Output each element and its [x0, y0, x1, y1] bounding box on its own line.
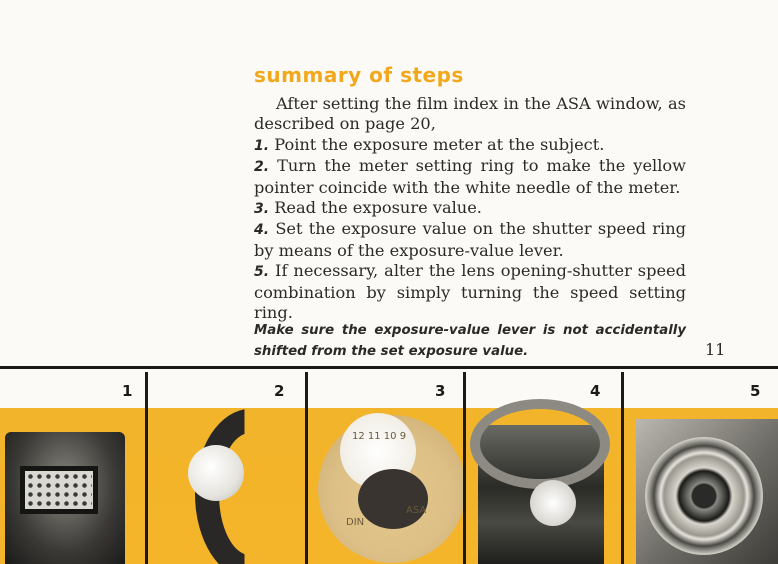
- intro-paragraph: After setting the film index in the ASA window, as described on page 20,: [254, 94, 686, 134]
- dial-asa-label: ASA: [406, 505, 427, 516]
- step-number: 2.: [254, 159, 270, 176]
- step-text: Set the exposure value on the shutter speed ring by means of the exposure-value lever.: [254, 219, 686, 260]
- step-2: [254, 156, 686, 198]
- dial-scale-label: 12 11 10 9: [352, 431, 407, 442]
- step-5: [254, 261, 686, 323]
- step-text: Point the exposure meter at the subject.: [274, 134, 605, 154]
- panel-number: 5: [750, 382, 761, 400]
- step-number: 3.: [254, 201, 270, 218]
- step-number: 1.: [254, 137, 270, 154]
- panel-number: 1: [122, 382, 133, 400]
- camera-lens-image: [645, 437, 763, 555]
- photo-5-camera-lens: [0, 369, 778, 564]
- instructions: [254, 94, 686, 323]
- step-number: 5.: [254, 264, 270, 281]
- step-3: [254, 198, 686, 219]
- page-number: 11: [705, 340, 726, 359]
- caution-note: Make sure the exposure-value lever is not accidentally shifted from the set exposure value.: [254, 323, 686, 359]
- step-4: [254, 219, 686, 261]
- step-text: If necessary, alter the lens opening-shutter speed combination by simply turning the speed setting ring.: [254, 261, 686, 323]
- panel-number: 3: [435, 382, 446, 400]
- dial-din-label: DIN: [346, 517, 365, 528]
- step-number: 4.: [254, 222, 270, 239]
- panel-number: 2: [274, 382, 285, 400]
- section-heading: summary of steps: [254, 63, 464, 87]
- step-1: [254, 135, 686, 156]
- step-text: Read the exposure value.: [274, 198, 482, 218]
- panel-number: 4: [590, 382, 601, 400]
- step-text: Turn the meter setting ring to make the yellow pointer coincide with the white needle of the meter.: [254, 156, 686, 197]
